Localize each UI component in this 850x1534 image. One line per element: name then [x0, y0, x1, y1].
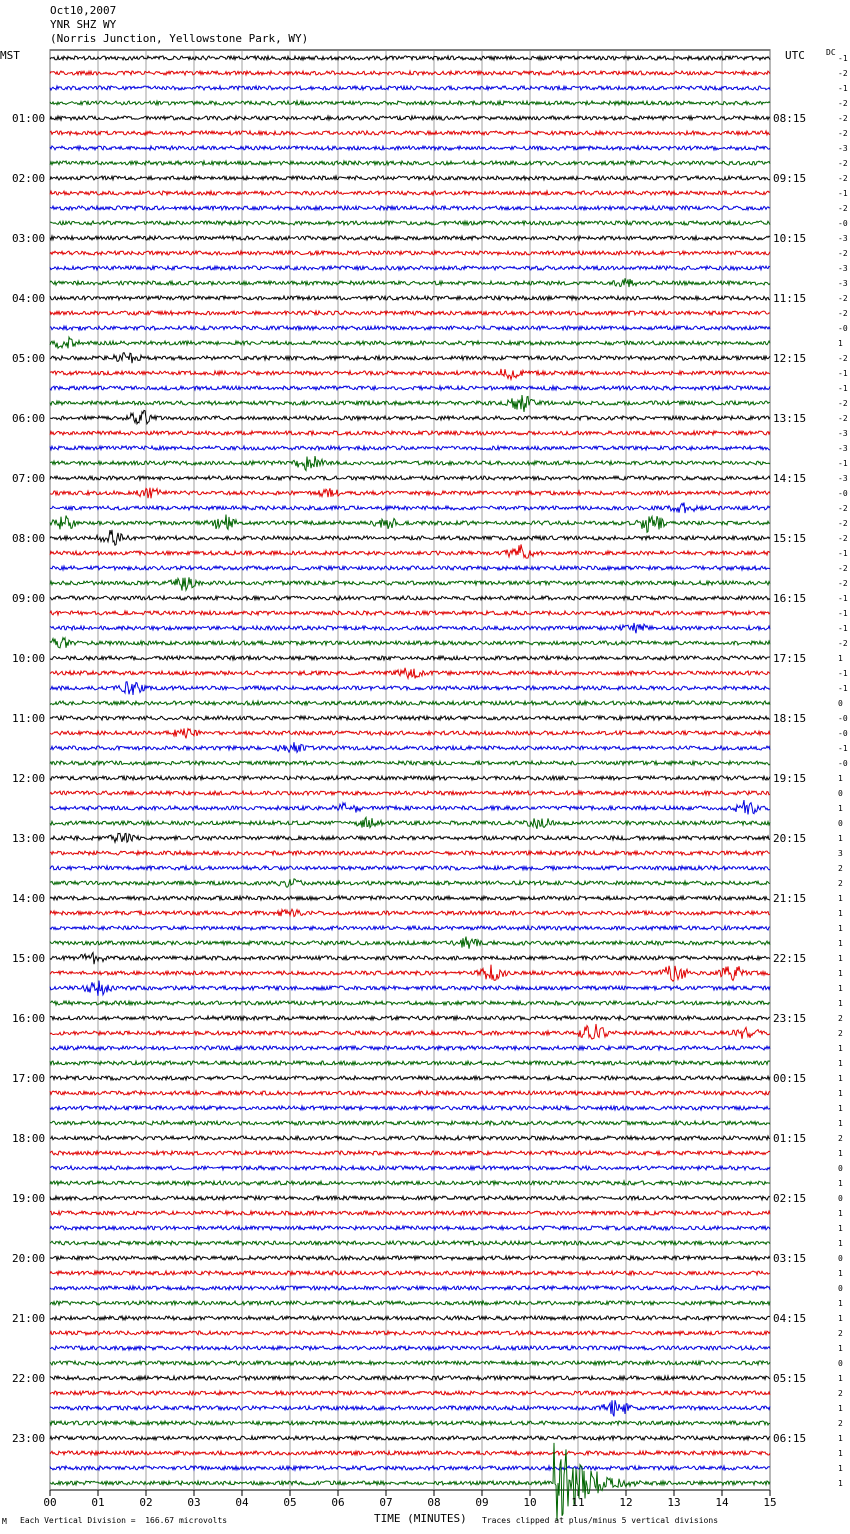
trace-41 — [50, 668, 770, 679]
right-hour-label: 02:15 — [773, 1192, 807, 1205]
dc-offset-label: 1 — [838, 1044, 843, 1053]
dc-offset-label: -2 — [838, 399, 848, 408]
right-hour-label: 05:15 — [773, 1372, 807, 1385]
corner-mark: M — [2, 1517, 7, 1526]
trace-66 — [50, 1046, 770, 1050]
x-tick-label: 15 — [763, 1496, 777, 1509]
left-hour-label: 01:00 — [12, 112, 46, 125]
dc-offset-label: -2 — [838, 309, 848, 318]
trace-64 — [50, 1016, 770, 1020]
dc-offset-label: 1 — [838, 339, 843, 348]
trace-86 — [50, 1346, 770, 1350]
dc-offset-label: 1 — [838, 1104, 843, 1113]
dc-offset-label: 1 — [838, 999, 843, 1008]
dc-offset-label: -3 — [838, 474, 848, 483]
dc-offset-label: 1 — [838, 1299, 843, 1308]
trace-46 — [50, 742, 770, 752]
dc-offset-label: 0 — [838, 789, 843, 798]
x-tick-label: 02 — [139, 1496, 153, 1509]
dc-label: DC — [826, 48, 836, 57]
dc-offset-label: -2 — [838, 414, 848, 423]
trace-13 — [50, 251, 770, 255]
left-hour-label: 21:00 — [12, 1312, 46, 1325]
left-hour-label: 09:00 — [12, 592, 46, 605]
right-hour-label: 10:15 — [773, 232, 807, 245]
trace-52 — [50, 833, 770, 842]
right-hour-label: 06:15 — [773, 1432, 807, 1445]
trace-71 — [50, 1121, 770, 1125]
left-hour-label: 08:00 — [12, 532, 46, 545]
dc-offset-label: 1 — [838, 1449, 843, 1458]
dc-offset-label: 1 — [838, 654, 843, 663]
trace-48 — [50, 776, 770, 780]
trace-49 — [50, 791, 770, 795]
dc-offset-label: -1 — [838, 609, 848, 618]
right-hour-label: 12:15 — [773, 352, 807, 365]
chart-station: YNR SHZ WY — [50, 18, 117, 31]
dc-offset-label: -3 — [838, 429, 848, 438]
trace-79 — [50, 1241, 770, 1245]
dc-offset-label: 1 — [838, 1344, 843, 1353]
trace-87 — [50, 1361, 770, 1365]
trace-76 — [50, 1196, 770, 1200]
right-hour-label: 23:15 — [773, 1012, 807, 1025]
trace-62 — [50, 981, 770, 996]
trace-60 — [50, 953, 770, 965]
dc-offset-label: 2 — [838, 1389, 843, 1398]
trace-39 — [50, 638, 770, 648]
trace-92 — [50, 1436, 770, 1440]
dc-offset-label: 1 — [838, 894, 843, 903]
trace-45 — [50, 728, 770, 738]
trace-88 — [50, 1376, 770, 1380]
trace-70 — [50, 1106, 770, 1110]
trace-8 — [50, 176, 770, 180]
dc-offset-label: 0 — [838, 1359, 843, 1368]
dc-offset-label: -3 — [838, 264, 848, 273]
dc-offset-label: 1 — [838, 1059, 843, 1068]
trace-11 — [50, 221, 770, 225]
trace-72 — [50, 1136, 770, 1140]
dc-offset-label: -1 — [838, 594, 848, 603]
dc-offset-label: 1 — [838, 1149, 843, 1158]
left-hour-label: 16:00 — [12, 1012, 46, 1025]
right-hour-label: 15:15 — [773, 532, 807, 545]
dc-offset-label: -1 — [838, 684, 848, 693]
trace-47 — [50, 761, 770, 765]
dc-offset-label: -2 — [838, 519, 848, 528]
dc-offset-label: -2 — [838, 129, 848, 138]
x-tick-label: 01 — [91, 1496, 105, 1509]
x-tick-label: 14 — [715, 1496, 729, 1509]
trace-32 — [50, 530, 770, 545]
trace-40 — [50, 656, 770, 660]
trace-67 — [50, 1061, 770, 1065]
dc-offset-label: 1 — [838, 1089, 843, 1098]
dc-offset-label: -1 — [838, 384, 848, 393]
dc-offset-label: -0 — [838, 759, 848, 768]
dc-offset-label: 3 — [838, 849, 843, 858]
dc-offset-label: 2 — [838, 1419, 843, 1428]
right-hour-label: 03:15 — [773, 1252, 807, 1265]
left-hour-label: 05:00 — [12, 352, 46, 365]
dc-offset-label: -3 — [838, 279, 848, 288]
dc-offset-label: 1 — [838, 924, 843, 933]
dc-offset-label: -0 — [838, 489, 848, 498]
x-tick-label: 07 — [379, 1496, 393, 1509]
scale-note: Each Vertical Division = 166.67 microvolts — [20, 1516, 228, 1525]
trace-24 — [50, 410, 770, 423]
dc-offset-label: 1 — [838, 1479, 843, 1488]
right-hour-label: 22:15 — [773, 952, 807, 965]
left-hour-label: 06:00 — [12, 412, 46, 425]
trace-37 — [50, 611, 770, 615]
left-hour-label: 17:00 — [12, 1072, 46, 1085]
trace-57 — [50, 909, 770, 916]
x-tick-label: 04 — [235, 1496, 249, 1509]
trace-34 — [50, 566, 770, 570]
dc-offset-label: 2 — [838, 864, 843, 873]
x-tick-label: 09 — [475, 1496, 489, 1509]
trace-27 — [50, 456, 770, 470]
dc-offset-label: 0 — [838, 1284, 843, 1293]
trace-2 — [50, 86, 770, 90]
dc-offset-label: 0 — [838, 699, 843, 708]
trace-54 — [50, 866, 770, 870]
trace-33 — [50, 544, 770, 558]
dc-offset-label: 1 — [838, 909, 843, 918]
trace-21 — [50, 369, 770, 380]
trace-29 — [50, 488, 770, 499]
dc-offset-label: 1 — [838, 1404, 843, 1413]
trace-6 — [50, 146, 770, 150]
left-hour-label: 11:00 — [12, 712, 46, 725]
dc-offset-label: -1 — [838, 369, 848, 378]
trace-26 — [50, 446, 770, 450]
left-zone-label: MST — [0, 49, 20, 62]
right-hour-label: 13:15 — [773, 412, 807, 425]
trace-83 — [50, 1301, 770, 1305]
right-hour-label: 16:15 — [773, 592, 807, 605]
trace-18 — [50, 326, 770, 330]
trace-82 — [50, 1286, 770, 1290]
right-hour-label: 18:15 — [773, 712, 807, 725]
x-tick-label: 12 — [619, 1496, 633, 1509]
trace-65 — [50, 1024, 770, 1039]
dc-offset-label: 1 — [838, 1224, 843, 1233]
dc-offset-label: -0 — [838, 219, 848, 228]
x-tick-label: 05 — [283, 1496, 297, 1509]
left-hour-label: 10:00 — [12, 652, 46, 665]
left-hour-label: 12:00 — [12, 772, 46, 785]
trace-55 — [50, 879, 770, 887]
dc-offset-label: 1 — [838, 969, 843, 978]
chart-location: (Norris Junction, Yellowstone Park, WY) — [50, 32, 309, 45]
dc-offset-label: -2 — [838, 114, 848, 123]
trace-84 — [50, 1316, 770, 1320]
dc-offset-label: -2 — [838, 534, 848, 543]
dc-offset-label: 0 — [838, 819, 843, 828]
left-hour-label: 14:00 — [12, 892, 46, 905]
right-hour-label: 14:15 — [773, 472, 807, 485]
trace-63 — [50, 1001, 770, 1005]
dc-offset-label: -1 — [838, 84, 848, 93]
dc-offset-label: 1 — [838, 984, 843, 993]
trace-31 — [50, 515, 770, 533]
dc-offset-label: -2 — [838, 174, 848, 183]
dc-offset-label: 1 — [838, 954, 843, 963]
trace-85 — [50, 1331, 770, 1335]
dc-offset-label: -2 — [838, 204, 848, 213]
dc-offset-label: -0 — [838, 324, 848, 333]
trace-44 — [50, 716, 770, 720]
left-hour-label: 23:00 — [12, 1432, 46, 1445]
dc-offset-label: 0 — [838, 1194, 843, 1203]
trace-5 — [50, 131, 770, 135]
trace-43 — [50, 701, 770, 705]
dc-offset-label: 1 — [838, 834, 843, 843]
left-hour-label: 02:00 — [12, 172, 46, 185]
trace-78 — [50, 1226, 770, 1230]
dc-offset-label: -1 — [838, 54, 848, 63]
trace-0 — [50, 56, 770, 60]
trace-25 — [50, 431, 770, 435]
right-hour-label: 11:15 — [773, 292, 807, 305]
dc-offset-label: 1 — [838, 1269, 843, 1278]
dc-offset-label: -1 — [838, 189, 848, 198]
dc-offset-label: -3 — [838, 234, 848, 243]
trace-61 — [50, 965, 770, 982]
trace-51 — [50, 817, 770, 828]
dc-offset-label: 1 — [838, 1074, 843, 1083]
dc-offset-label: -1 — [838, 459, 848, 468]
x-tick-label: 00 — [43, 1496, 57, 1509]
trace-35 — [50, 577, 770, 590]
dc-offset-label: 1 — [838, 1374, 843, 1383]
trace-30 — [50, 503, 770, 514]
dc-offset-label: -2 — [838, 294, 848, 303]
left-hour-label: 19:00 — [12, 1192, 46, 1205]
dc-offset-label: -1 — [838, 669, 848, 678]
dc-offset-label: -2 — [838, 639, 848, 648]
left-hour-label: 20:00 — [12, 1252, 46, 1265]
trace-16 — [50, 296, 770, 300]
dc-offset-label: 1 — [838, 1119, 843, 1128]
dc-offset-label: 1 — [838, 1464, 843, 1473]
trace-73 — [50, 1151, 770, 1155]
dc-offset-label: 1 — [838, 774, 843, 783]
right-hour-label: 21:15 — [773, 892, 807, 905]
dc-offset-label: -3 — [838, 444, 848, 453]
right-hour-label: 20:15 — [773, 832, 807, 845]
right-zone-label: UTC — [785, 49, 805, 62]
x-tick-label: 13 — [667, 1496, 681, 1509]
trace-17 — [50, 311, 770, 315]
trace-15 — [50, 278, 770, 287]
trace-58 — [50, 926, 770, 930]
dc-offset-label: -1 — [838, 744, 848, 753]
right-hour-label: 19:15 — [773, 772, 807, 785]
dc-offset-label: -2 — [838, 249, 848, 258]
dc-offset-label: -1 — [838, 549, 848, 558]
trace-75 — [50, 1181, 770, 1185]
x-tick-label: 08 — [427, 1496, 441, 1509]
trace-77 — [50, 1211, 770, 1215]
dc-offset-label: 2 — [838, 1014, 843, 1023]
trace-20 — [50, 353, 770, 364]
trace-94 — [50, 1466, 770, 1470]
dc-offset-label: -0 — [838, 729, 848, 738]
trace-3 — [50, 101, 770, 105]
trace-80 — [50, 1256, 770, 1260]
trace-53 — [50, 851, 770, 855]
trace-38 — [50, 623, 770, 633]
trace-74 — [50, 1166, 770, 1170]
right-hour-label: 01:15 — [773, 1132, 807, 1145]
dc-offset-label: -2 — [838, 99, 848, 108]
dc-offset-label: 2 — [838, 879, 843, 888]
trace-90 — [50, 1400, 770, 1416]
trace-56 — [50, 896, 770, 900]
dc-offset-label: 0 — [838, 1254, 843, 1263]
dc-offset-label: 1 — [838, 804, 843, 813]
dc-offset-label: 0 — [838, 1164, 843, 1173]
dc-offset-label: -2 — [838, 579, 848, 588]
right-hour-label: 08:15 — [773, 112, 807, 125]
dc-offset-label: 2 — [838, 1029, 843, 1038]
right-hour-label: 17:15 — [773, 652, 807, 665]
left-hour-label: 13:00 — [12, 832, 46, 845]
trace-19 — [50, 337, 770, 348]
dc-offset-label: 2 — [838, 1329, 843, 1338]
chart-date: Oct10,2007 — [50, 4, 117, 17]
left-hour-label: 18:00 — [12, 1132, 46, 1145]
trace-81 — [50, 1271, 770, 1275]
trace-28 — [50, 476, 770, 480]
dc-offset-label: 1 — [838, 939, 843, 948]
dc-offset-label: -2 — [838, 564, 848, 573]
dc-offset-label: -2 — [838, 69, 848, 78]
x-tick-label: 03 — [187, 1496, 201, 1509]
trace-1 — [50, 71, 770, 75]
trace-42 — [50, 682, 770, 695]
dc-offset-label: -2 — [838, 159, 848, 168]
x-tick-label: 06 — [331, 1496, 345, 1509]
left-hour-label: 07:00 — [12, 472, 46, 485]
trace-93 — [50, 1451, 770, 1455]
trace-7 — [50, 161, 770, 165]
trace-95 — [50, 1443, 770, 1521]
left-hour-label: 03:00 — [12, 232, 46, 245]
dc-offset-label: 1 — [838, 1239, 843, 1248]
x-tick-label: 11 — [571, 1496, 585, 1509]
right-hour-label: 04:15 — [773, 1312, 807, 1325]
trace-68 — [50, 1076, 770, 1080]
dc-offset-label: 1 — [838, 1434, 843, 1443]
trace-23 — [50, 395, 770, 412]
trace-22 — [50, 386, 770, 390]
x-tick-label: 10 — [523, 1496, 537, 1509]
trace-91 — [50, 1421, 770, 1425]
trace-50 — [50, 800, 770, 814]
trace-12 — [50, 236, 770, 240]
left-hour-label: 04:00 — [12, 292, 46, 305]
dc-offset-label: -2 — [838, 354, 848, 363]
dc-offset-label: 1 — [838, 1179, 843, 1188]
right-hour-label: 00:15 — [773, 1072, 807, 1085]
dc-offset-label: -1 — [838, 624, 848, 633]
trace-36 — [50, 596, 770, 600]
dc-offset-label: -2 — [838, 504, 848, 513]
trace-69 — [50, 1091, 770, 1095]
trace-89 — [50, 1391, 770, 1395]
x-axis-label: TIME (MINUTES) — [374, 1512, 467, 1525]
trace-9 — [50, 191, 770, 195]
right-hour-label: 09:15 — [773, 172, 807, 185]
dc-offset-label: -0 — [838, 714, 848, 723]
dc-offset-label: 2 — [838, 1134, 843, 1143]
trace-10 — [50, 206, 770, 210]
left-hour-label: 22:00 — [12, 1372, 46, 1385]
left-hour-label: 15:00 — [12, 952, 46, 965]
clip-note: Traces clipped at plus/minus 5 vertical divisions — [482, 1516, 719, 1525]
dc-offset-label: 1 — [838, 1209, 843, 1218]
dc-offset-label: -3 — [838, 144, 848, 153]
trace-59 — [50, 937, 770, 949]
trace-14 — [50, 266, 770, 270]
trace-4 — [50, 116, 770, 120]
dc-offset-label: 1 — [838, 1314, 843, 1323]
